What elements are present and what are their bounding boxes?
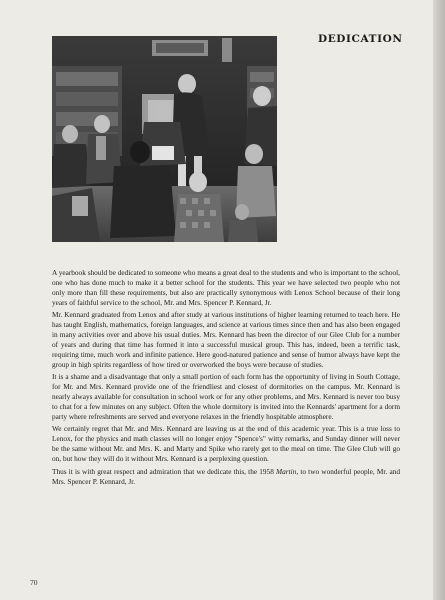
paragraph-1: A yearbook should be dedicated to someone who means a great deal to the students and who is important to the school, one who has done much to make it a better school for the students. This year we have selected two people who not only more than fill these requirements, but also are practically synonymous with Lenox School because of their long years of faithful service to the school, Mr. and Mrs. Spencer P. Kennard, Jr. <box>52 268 400 307</box>
paragraph-2: Mr. Kennard graduated from Lenox and after study at various institutions of higher learning returned to teach here. He has taught English, mathematics, foreign languages, and science at various times since then and has also been engaged in many activities over and above his usual duties. Mrs. Kennard has been the director of our Glee Club for a number of years and during that time has formed it into a successful musical group. This has, indeed, been a terrific task, requiring time, much work and infinite patience. Here good-natured patience and sense of humor always have kept the group in high spirits regardless of how tired or overworked the boys were because of studies. <box>52 310 400 369</box>
group-photo-icon <box>52 36 277 242</box>
page-edge <box>433 0 445 600</box>
closing-text-start: Thus it is with great respect and admiration that we dedicate this, the 1958 <box>52 466 277 476</box>
closing-text-end: to two wonderful people, Mr. and Mrs. Spencer P. Kennard, Jr. <box>52 466 400 486</box>
page-heading: DEDICATION <box>318 33 403 45</box>
dedication-text <box>52 268 400 489</box>
page-number: 70 <box>30 578 38 587</box>
yearbook-title: Martin, <box>276 466 299 476</box>
paragraph-3: It is a shame and a disadvantage that only a small portion of each form has the opportunity of living in South Cottage, for Mr. and Mrs. Kennard provide one of the friendliest and closest of dormitories on the campus. Mr. Kennard is nearly always available for consultation in school work or for any other problems, and Mrs. Kennard is never too busy to chat for a few minutes on any subject. Often the whole dormitory is invited into the Kennards' apartment for a dorm party where refreshments are served and everyone relaxes in the friendly hospitable atmosphere. <box>52 372 400 422</box>
paragraph-4: We certainly regret that Mr. and Mrs. Kennard are leaving us at the end of this academic year. This is a true loss to Lenox, for the physics and math classes will no longer enjoy "Spence's" witty remarks, and Sunday dinner will never be the same without Mr. and Mrs. K. and Marty and Spike who rarely get to the meal on time. The Glee Club will go on, but how they will do it without Mrs. Kennard is a perplexing question. <box>52 424 400 464</box>
dedication-photo <box>52 36 277 242</box>
closing-paragraph <box>52 467 400 487</box>
